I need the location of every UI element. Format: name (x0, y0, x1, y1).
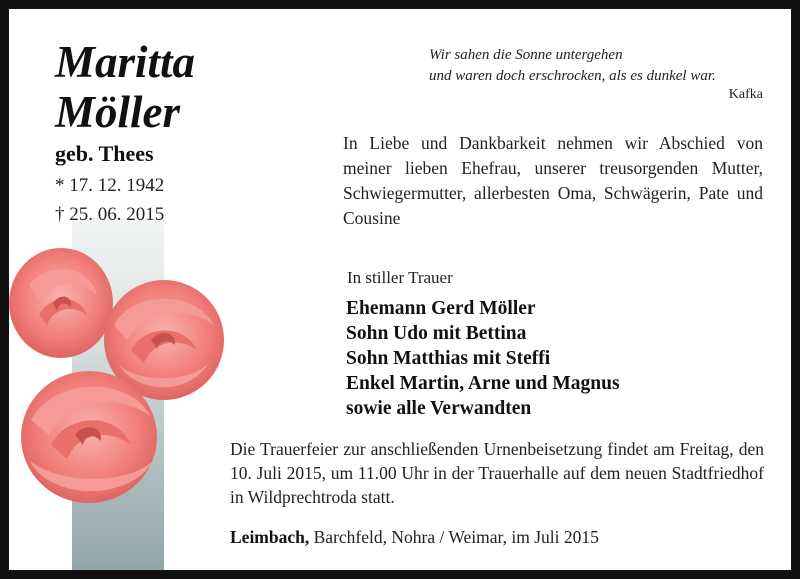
quote-line-1: Wir sahen die Sonne untergehen (429, 47, 623, 63)
deceased-name (55, 37, 195, 137)
maiden-name: geb. Thees (55, 141, 154, 166)
place-date-line (230, 527, 599, 548)
roses-illustration (9, 245, 229, 515)
quote (429, 45, 769, 87)
death-date: † 25. 06. 2015 (55, 204, 165, 225)
first-name: Maritta (55, 37, 196, 87)
rose-bottom (21, 371, 157, 503)
place-town: Leimbach, (230, 527, 310, 547)
last-name: Möller (55, 87, 181, 137)
mourner: Sohn Matthias mit Steffi (346, 348, 551, 369)
intro-text: In Liebe und Dankbarkeit nehmen wir Abschied von meiner lieben Ehefrau, unserer treusorgenden Mutter, Schwiegermutter, allerbesten Oma, Schwägerin, Pate und Cousine (343, 133, 763, 228)
ceremony-text: Die Trauerfeier zur anschließenden Urnenbeisetzung findet am Freitag, den 10. Juli 2015, um 11.00 Uhr in der Trauerhalle auf dem neuen Stadtfriedhof in Wildprechtroda statt. (230, 439, 764, 507)
birth-date: * 17. 12. 1942 (55, 175, 165, 196)
mourner: Ehemann Gerd Möller (346, 298, 536, 319)
mourners-list (346, 296, 620, 421)
mourner: Enkel Martin, Arne und Magnus (346, 373, 620, 394)
place-rest: Barchfeld, Nohra / Weimar, im Juli 2015 (309, 527, 599, 547)
mourning-label: In stiller Trauer (347, 268, 453, 287)
mourner: Sohn Udo mit Bettina (346, 323, 527, 344)
mourner: sowie alle Verwandten (346, 398, 532, 419)
quote-line-2: und waren doch erschrocken, als es dunkel war. (429, 68, 716, 84)
quote-author: Kafka (728, 87, 763, 102)
rose-top-left (9, 248, 113, 358)
